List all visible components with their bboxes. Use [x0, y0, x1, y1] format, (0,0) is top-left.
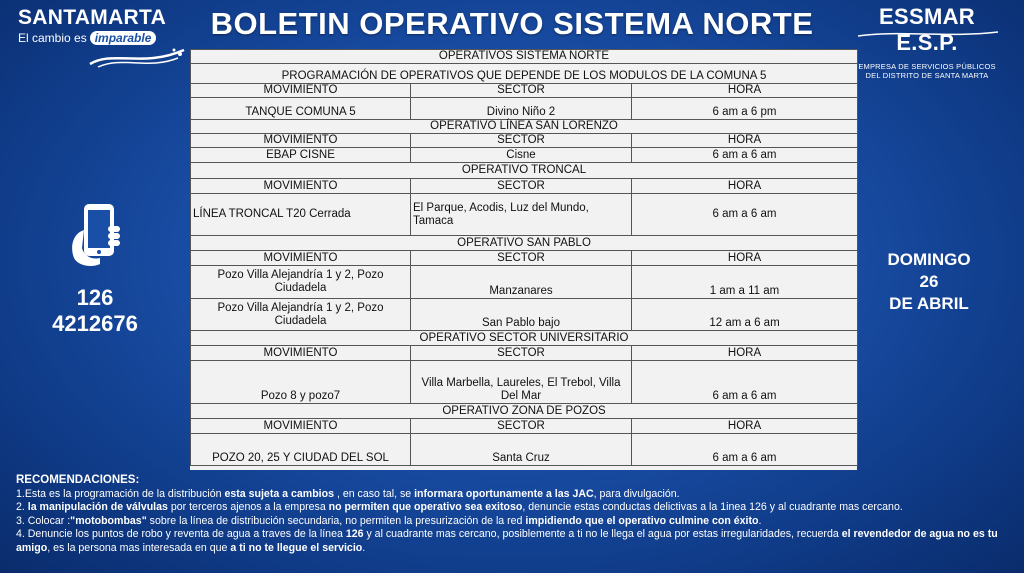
section-title-row	[191, 120, 858, 134]
essmar-swoosh-icon	[858, 30, 998, 38]
section-title-san-pablo: OPERATIVO SAN PABLO	[191, 236, 858, 251]
cell-hora: 6 am a 6 am	[632, 194, 858, 236]
rec-emphasis: la manipulación de válvulas	[27, 501, 168, 513]
table-row	[191, 98, 858, 120]
col-header-movimiento: MOVIMIENTO	[191, 251, 411, 266]
cell-sector: Manzanares	[411, 266, 632, 299]
contact-line-126: 126	[76, 285, 114, 310]
col-header-sector: SECTOR	[411, 419, 632, 434]
cell-movimiento: Pozo Villa Alejandría 1 y 2, Pozo Ciudadela	[191, 299, 411, 331]
cell-movimiento: EBAP CISNE	[191, 148, 411, 163]
col-header-movimiento: MOVIMIENTO	[191, 134, 411, 148]
rec-emphasis: 126	[345, 528, 364, 540]
col-header-hora: HORA	[632, 419, 858, 434]
table-main-title: OPERATIVOS SISTEMA NORTE	[191, 50, 858, 64]
cell-sector: Villa Marbella, Laureles, El Trebol, Villa Del Mar	[411, 361, 632, 404]
date-block	[874, 249, 984, 315]
rec-text: sobre la línea de distribución secundaria, no permiten la presurización de la red	[146, 514, 526, 527]
rec-text: .	[362, 541, 366, 554]
cell-sector: Divino Niño 2	[411, 98, 632, 120]
column-header-row	[191, 251, 858, 266]
cell-sector: El Parque, Acodis, Luz del Mundo, Tamaca	[411, 194, 632, 236]
col-header-movimiento: MOVIMIENTO	[191, 179, 411, 194]
table-row	[191, 194, 858, 236]
cell-movimiento: TANQUE COMUNA 5	[191, 98, 411, 120]
cell-hora: 6 am a 6 pm	[632, 98, 858, 120]
essmar-subtitle-2: DEL DISTRITO DE SANTA MARTA	[865, 71, 989, 80]
rec-text: , denuncie estas conductas delictivas a la 1inea 126 y al cuadrante mas cercano.	[522, 501, 903, 513]
table-row	[191, 299, 858, 331]
table-row	[191, 434, 858, 466]
rec-text: 3. Colocar :	[16, 514, 71, 527]
rec-text: y al cuadrante mas cercano, posiblemente a ti no le llega el agua por estas irregularidades, recuerda	[363, 528, 842, 540]
col-header-sector: SECTOR	[411, 134, 632, 148]
section-title-row	[191, 64, 858, 84]
col-header-sector: SECTOR	[411, 84, 632, 98]
operations-table	[190, 49, 858, 466]
rec-text: .	[758, 514, 762, 527]
section-title-row	[191, 236, 858, 251]
column-header-row	[191, 179, 858, 194]
recommendations-heading: RECOMENDACIONES:	[16, 474, 140, 486]
col-header-sector: SECTOR	[411, 179, 632, 194]
recommendations	[16, 474, 1006, 555]
cell-movimiento: Pozo Villa Alejandría 1 y 2, Pozo Ciudadela	[191, 266, 411, 299]
col-header-hora: HORA	[632, 84, 858, 98]
col-header-sector: SECTOR	[411, 346, 632, 361]
column-header-row	[191, 346, 858, 361]
col-header-movimiento: MOVIMIENTO	[191, 419, 411, 434]
essmar-subtitle-1: EMPRESA DE SERVICIOS PÚBLICOS	[858, 62, 996, 71]
table-row	[191, 266, 858, 299]
section-title-row	[191, 331, 858, 346]
table-row	[191, 361, 858, 404]
column-header-row	[191, 134, 858, 148]
contact-phone-number: 4212676	[52, 311, 138, 336]
rec-emphasis: "motobombas"	[70, 514, 147, 527]
rec-emphasis: a ti no te llegue el servicio	[230, 541, 363, 554]
essmar-logo	[852, 4, 1002, 80]
date-month: DE ABRIL	[889, 294, 969, 313]
hand-phone-icon	[60, 200, 130, 270]
rec-emphasis: no permiten que operativo sea exitoso	[328, 501, 523, 513]
cell-movimiento: Pozo 8 y pozo7	[191, 361, 411, 404]
section-title-troncal: OPERATIVO TRONCAL	[191, 163, 858, 179]
cell-sector: Santa Cruz	[411, 434, 632, 466]
cell-hora: 6 am a 6 am	[632, 361, 858, 404]
section-title-universitario: OPERATIVO SECTOR UNIVERSITARIO	[191, 331, 858, 346]
rec-text: 4. Denuncie los puntos de robo y reventa de agua a traves de la línea	[16, 528, 346, 540]
cell-sector: Cisne	[411, 148, 632, 163]
col-header-hora: HORA	[632, 179, 858, 194]
rec-text: , para divulgación.	[593, 487, 680, 500]
section-title-row	[191, 163, 858, 179]
recommendation-4	[16, 528, 1006, 555]
recommendation-2	[16, 501, 1006, 515]
column-header-row	[191, 84, 858, 98]
recommendation-1	[16, 488, 1006, 502]
operations-sheet	[190, 49, 857, 470]
table-title-row	[191, 50, 858, 64]
cell-hora: 12 am a 6 am	[632, 299, 858, 331]
cell-hora: 6 am a 6 am	[632, 434, 858, 466]
date-day: 26	[919, 272, 939, 291]
column-header-row	[191, 419, 858, 434]
cell-hora: 6 am a 6 am	[632, 148, 858, 163]
rec-text: por terceros ajenos a la empresa	[167, 501, 329, 513]
page-title: BOLETIN OPERATIVO SISTEMA NORTE	[210, 6, 814, 41]
santamarta-brand: SANTAMARTA	[18, 6, 167, 29]
rec-text: , es la persona mas interesada en que	[47, 541, 231, 554]
rec-emphasis: esta sujeta a cambios	[224, 487, 334, 500]
cell-sector: San Pablo bajo	[411, 299, 632, 331]
section-title-san-lorenzo: OPERATIVO LÍNEA SAN LORENZO	[191, 120, 858, 134]
cell-movimiento: LÍNEA TRONCAL T20 Cerrada	[191, 194, 411, 236]
cell-hora: 1 am a 11 am	[632, 266, 858, 299]
rec-emphasis: impidiendo que el operativo culmine con éxito	[525, 514, 759, 527]
section-title-zona-pozos: OPERATIVO ZONA DE POZOS	[191, 404, 858, 419]
slogan-prefix: El cambio es	[18, 31, 87, 45]
slogan-highlight: imparable	[90, 31, 157, 45]
table-row	[191, 148, 858, 163]
date-weekday: DOMINGO	[887, 250, 971, 269]
col-header-hora: HORA	[632, 134, 858, 148]
contact-block	[40, 200, 150, 337]
rec-emphasis: informara oportunamente a las JAC	[414, 487, 594, 500]
col-header-hora: HORA	[632, 251, 858, 266]
section-title-comuna5: PROGRAMACIÓN DE OPERATIVOS QUE DEPENDE DE LOS MODULOS DE LA COMUNA 5	[191, 64, 858, 84]
col-header-hora: HORA	[632, 346, 858, 361]
col-header-movimiento: MOVIMIENTO	[191, 346, 411, 361]
rec-emphasis: el revendedor de agua no es tu amigo	[16, 528, 998, 554]
wave-swoosh-icon	[88, 46, 188, 68]
col-header-movimiento: MOVIMIENTO	[191, 84, 411, 98]
col-header-sector: SECTOR	[411, 251, 632, 266]
section-title-row	[191, 404, 858, 419]
rec-text: , en caso tal, se	[334, 487, 415, 500]
cell-movimiento: POZO 20, 25 Y CIUDAD DEL SOL	[191, 434, 411, 466]
rec-text: 1.Esta es la programación de la distribución	[16, 487, 225, 500]
recommendation-3	[16, 515, 1006, 529]
rec-text: 2.	[16, 501, 28, 513]
essmar-brand: ESSMAR E.S.P.	[879, 4, 975, 55]
